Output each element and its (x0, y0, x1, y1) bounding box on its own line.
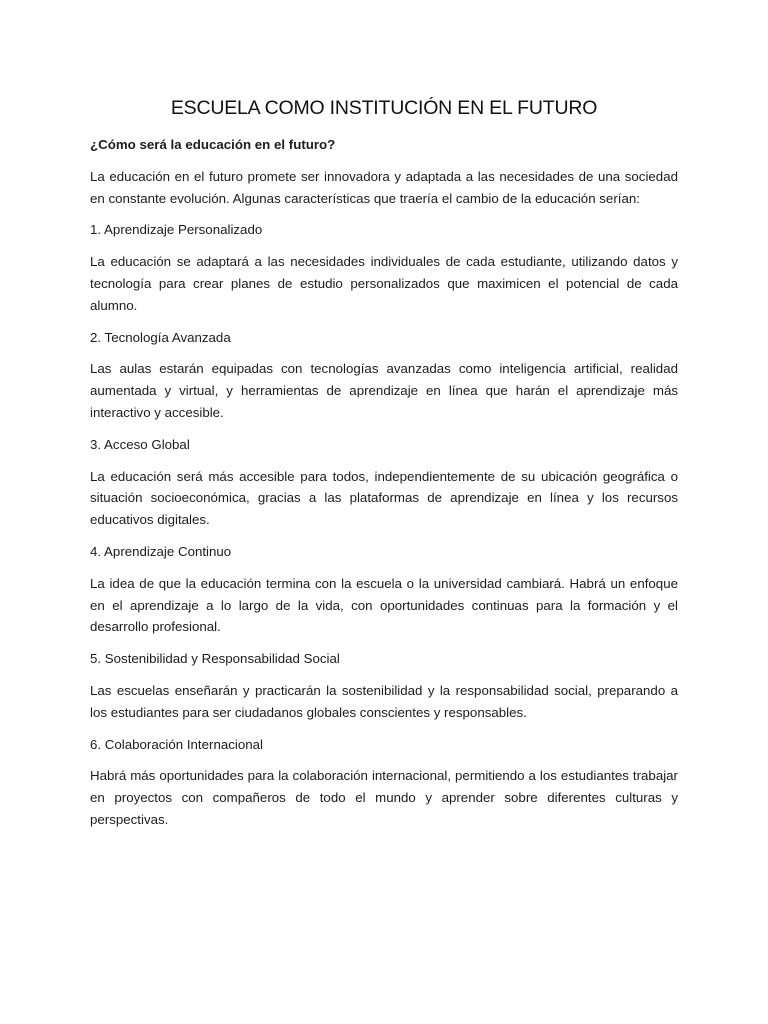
section-6 (90, 734, 678, 831)
section-3 (90, 434, 678, 531)
section-2 (90, 327, 678, 424)
section-5 (90, 648, 678, 723)
section-4 (90, 541, 678, 638)
section-paragraph: La educación será más accesible para todos, independientemente de su ubicación geográfica o situación socioeconómica, gracias a las plataformas de aprendizaje en línea y los recursos educativos digitales. (90, 468, 678, 528)
section-paragraph: La educación se adaptará a las necesidades individuales de cada estudiante, utilizando datos y tecnología para crear planes de estudio personalizados que maximicen el potencial de cada alumno. (90, 254, 678, 313)
section-heading: 1. Aprendizaje Personalizado (90, 222, 263, 238)
document-title: ESCUELA COMO INSTITUCIÓN EN EL FUTURO (170, 97, 598, 119)
section-paragraph: La idea de que la educación termina con la escuela o la universidad cambiará. Habrá un enfoque en el aprendizaje a lo largo de la vida, con oportunidades continuas para la formación y el desarrollo profesional. (90, 575, 678, 635)
section-heading: 3. Acceso Global (90, 436, 190, 452)
section-heading: 5. Sostenibilidad y Responsabilidad Social (90, 651, 340, 667)
section-heading: 4. Aprendizaje Continuo (90, 543, 232, 559)
document-question: ¿Cómo será la educación en el futuro? (90, 137, 336, 152)
section-paragraph: Las escuelas enseñarán y practicarán la sostenibilidad y la responsabilidad social, preparando a los estudiantes para ser ciudadanos globales conscientes y responsables. (90, 682, 678, 720)
section-heading: 2. Tecnología Avanzada (90, 329, 231, 345)
document-page (90, 96, 678, 841)
section-1 (90, 219, 678, 316)
section-heading: 6. Colaboración Internacional (90, 736, 263, 752)
section-paragraph: Las aulas estarán equipadas con tecnologías avanzadas como inteligencia artificial, realidad aumentada y virtual, y herramientas de aprendizaje en línea que harán el aprendizaje más interactivo y accesible. (90, 361, 678, 420)
intro-paragraph: La educación en el futuro promete ser innovadora y adaptada a las necesidades de una sociedad en constante evolución. Algunas características que traería el cambio de la educación serían: (90, 168, 678, 206)
section-paragraph: Habrá más oportunidades para la colaboración internacional, permitiendo a los estudiantes trabajar en proyectos con compañeros de todo el mundo y aprender sobre diferentes culturas y perspectivas. (90, 768, 678, 827)
